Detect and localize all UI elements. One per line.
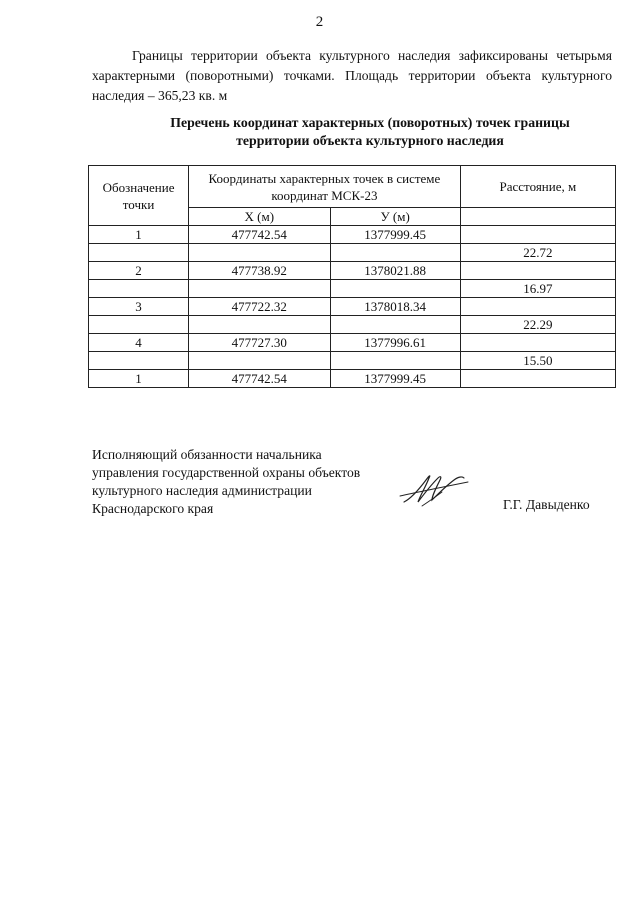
cell-distance: 22.29 [460,316,615,334]
cell-point: 1 [89,226,189,244]
cell-x: 477722.32 [189,298,330,316]
table-row [89,262,616,280]
cell-y [330,352,460,370]
table-body [89,226,616,388]
signer-title-line-4: Краснодарского края [92,501,214,516]
header-x: Х (м) [189,208,330,226]
cell-y [330,316,460,334]
cell-y: 1377996.61 [330,334,460,352]
cell-point [89,352,189,370]
signer-title-line-1: Исполняющий обязанности начальника [92,447,322,462]
table-row [89,244,616,262]
cell-point [89,244,189,262]
coordinates-table [88,165,616,388]
cell-x [189,280,330,298]
cell-x: 477738.92 [189,262,330,280]
cell-y: 1377999.45 [330,370,460,388]
table-row [89,352,616,370]
cell-distance: 22.72 [460,244,615,262]
table-row [89,316,616,334]
header-y: У (м) [330,208,460,226]
table-row [89,226,616,244]
cell-distance [460,262,615,280]
cell-distance: 15.50 [460,352,615,370]
intro-paragraph: Границы территории объекта культурного наследия зафиксированы четырьмя характерными (поворотными) точками. Площадь территории объекта культурного наследия – 365,23 кв. м [92,48,612,103]
cell-point: 2 [89,262,189,280]
header-distance-empty [460,208,615,226]
cell-x: 477742.54 [189,226,330,244]
table-title-line-1: Перечень координат характерных (поворотных) точек границы [170,115,570,130]
cell-distance [460,226,615,244]
cell-point: 4 [89,334,189,352]
header-coordinates: Координаты характерных точек в системе координат МСК-23 [189,166,461,208]
table-title-line-2: территории объекта культурного наследия [236,133,504,148]
cell-distance [460,298,615,316]
signer-name: Г.Г. Давыденко [503,497,590,512]
cell-y: 1378021.88 [330,262,460,280]
page-number: 2 [315,14,324,30]
cell-distance [460,370,615,388]
cell-y [330,280,460,298]
cell-x [189,316,330,334]
table-row [89,370,616,388]
cell-distance: 16.97 [460,280,615,298]
handwritten-signature [398,468,472,510]
cell-point: 3 [89,298,189,316]
table-row [89,334,616,352]
header-point: Обозначение точки [89,166,189,226]
cell-point [89,316,189,334]
cell-y: 1377999.45 [330,226,460,244]
cell-x [189,352,330,370]
table-row [89,280,616,298]
table-row [89,298,616,316]
signature-block [92,446,412,518]
header-distance: Расстояние, м [460,166,615,208]
signer-title-line-2: управления государственной охраны объектов [92,465,361,480]
cell-point: 1 [89,370,189,388]
cell-distance [460,334,615,352]
cell-point [89,280,189,298]
signer-title-line-3: культурного наследия администрации [92,483,312,498]
cell-y [330,244,460,262]
cell-x: 477727.30 [189,334,330,352]
cell-y: 1378018.34 [330,298,460,316]
table-title [110,114,630,150]
cell-x [189,244,330,262]
cell-x: 477742.54 [189,370,330,388]
